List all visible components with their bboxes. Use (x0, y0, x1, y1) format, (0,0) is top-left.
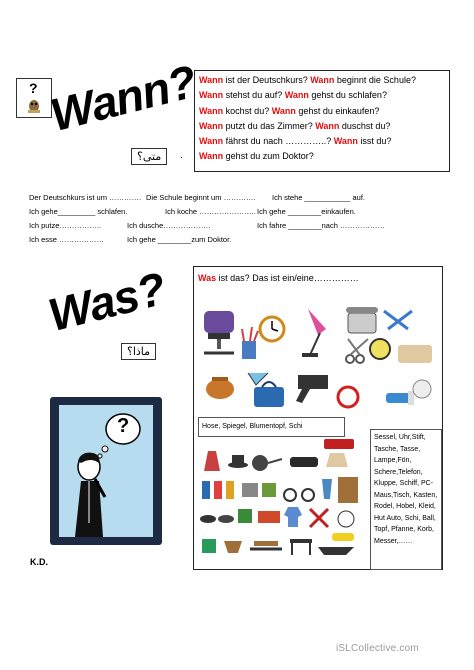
objects-illustration-bottom (198, 437, 368, 563)
office-chair-icon (204, 311, 234, 353)
objects-illustration-top (198, 289, 438, 415)
thinking-person-card (50, 397, 162, 545)
objects-hint-box: Hose, Spiegel, Blumentopf, Schi (198, 417, 345, 437)
wall-clock-icon (370, 339, 390, 359)
sentence: Ich dusche………………. (127, 221, 211, 230)
vase-icon (322, 479, 332, 499)
was-question (198, 273, 359, 283)
wann-keyword: Wann (199, 120, 224, 131)
basket-icon (224, 541, 242, 553)
toy-car-icon (332, 533, 354, 541)
flower-pot-icon (202, 539, 216, 553)
telephone-icon (346, 307, 378, 333)
fill-in-sentences (0, 0, 474, 300)
question-text: putzt du das Zimmer? (223, 120, 316, 131)
wann-keyword: Wann (199, 136, 224, 147)
question-text: kochst du? (223, 105, 272, 116)
shirt-icon (284, 507, 302, 527)
wann-keyword: Wann (199, 151, 224, 162)
was-question-keyword: Was (198, 273, 217, 283)
chair-icon (238, 509, 252, 523)
pan-icon (252, 455, 282, 471)
sentence: Ich gehe_________ schlafen. (29, 207, 128, 216)
bag-icon (254, 382, 284, 407)
wann-keyword: Wann (199, 105, 224, 116)
dress-icon (204, 451, 220, 471)
pliers-icon (384, 311, 412, 329)
wann-title: Wann? (45, 54, 201, 142)
word-list-box: Sessel, Uhr,Stift, Tasche, Tasse, Lampe,Fön, Schere,Telefon, Kluppe, Schiff, PC-Maus,Tisch, Kasten, Rodel, Hobel, Kleid, Hut Auto, Schi, Ball, Topf, Pfanne, Korb, Messer,…… (370, 429, 442, 570)
hairdryer-icon (296, 375, 328, 403)
arabic-what: ماذا؟ (121, 343, 156, 360)
was-title: Was? (43, 262, 171, 342)
question-mark-icon: ? (29, 80, 38, 96)
dot: . (180, 150, 183, 161)
alarm-clock-icon (338, 387, 358, 407)
sentence: Ich stehe ___________ auf. (272, 193, 365, 202)
hat-icon (228, 455, 248, 468)
flashlight-icon (386, 391, 414, 405)
sentence: Ich gehe ________zum Doktor. (127, 235, 232, 244)
bubble-question-mark: ? (117, 415, 130, 437)
question-text: isst du? (357, 136, 392, 147)
question-text: ist der Deutschkurs? (223, 75, 311, 85)
fan-icon (413, 380, 431, 398)
car-icon (290, 457, 318, 467)
question-text: beginnt die Schule? (334, 75, 416, 85)
boat-icon (318, 547, 354, 555)
teapot-icon (206, 377, 234, 399)
footer-watermark: iSLCollective.com (336, 643, 419, 654)
tools-icon (310, 509, 328, 527)
wann-keyword: Wann (310, 75, 335, 85)
wann-keyword: Wann (333, 136, 358, 147)
lamp-shade-icon (326, 453, 348, 467)
was-question-text: ist das? Das ist ein/eine…………… (216, 273, 359, 283)
arabic-when: متى؟ (131, 148, 167, 165)
sentence: Ich putze…………….. (29, 221, 102, 230)
question-text: stehst du auf? (223, 90, 285, 101)
sentence: Ich fahre ________nach ……………… (257, 221, 385, 230)
sentence: Die Schule beginnt um …………. (146, 193, 256, 202)
question-text: gehst du schlafen? (308, 90, 387, 101)
wann-keyword: Wann (271, 105, 296, 116)
table-icon (290, 539, 312, 555)
sofa-icon (398, 345, 432, 363)
pens-icon (242, 327, 258, 359)
thinking-person-icon (59, 405, 153, 537)
sentence: Der Deutschkurs ist um …………. (29, 193, 142, 202)
shoes-icon (200, 515, 234, 523)
was-box (193, 266, 443, 570)
wann-keyword: Wann (284, 90, 309, 101)
question-text: gehst du zum Doktor? (223, 151, 314, 162)
wann-keyword: Wann (199, 75, 224, 85)
bottles-icon (202, 481, 234, 499)
wann-keyword: Wann (199, 90, 224, 101)
pots-icon (242, 483, 276, 497)
question-text: fährst du nach …………..? (223, 136, 334, 147)
lamp-icon (302, 309, 326, 357)
thinking-person-illustration (59, 405, 153, 537)
ball-icon (338, 511, 354, 527)
clock-icon (260, 317, 284, 341)
cabinet-icon (338, 477, 358, 503)
sentence: Ich gehe ________einkaufen. (257, 207, 356, 216)
wann-keyword: Wann (315, 120, 340, 131)
question-text: duschst du? (339, 120, 391, 131)
question-text: gehst du einkaufen? (295, 105, 380, 116)
author-initials: K.D. (30, 557, 48, 567)
scissors-icon (346, 339, 368, 363)
bicycle-icon (284, 489, 314, 501)
sentence: Ich esse ……………… (29, 235, 105, 244)
sentence: Ich koche ………………….. (165, 207, 256, 216)
sofa-red-icon (324, 439, 354, 449)
toolbox-icon (258, 511, 280, 523)
sled-icon (250, 541, 282, 549)
